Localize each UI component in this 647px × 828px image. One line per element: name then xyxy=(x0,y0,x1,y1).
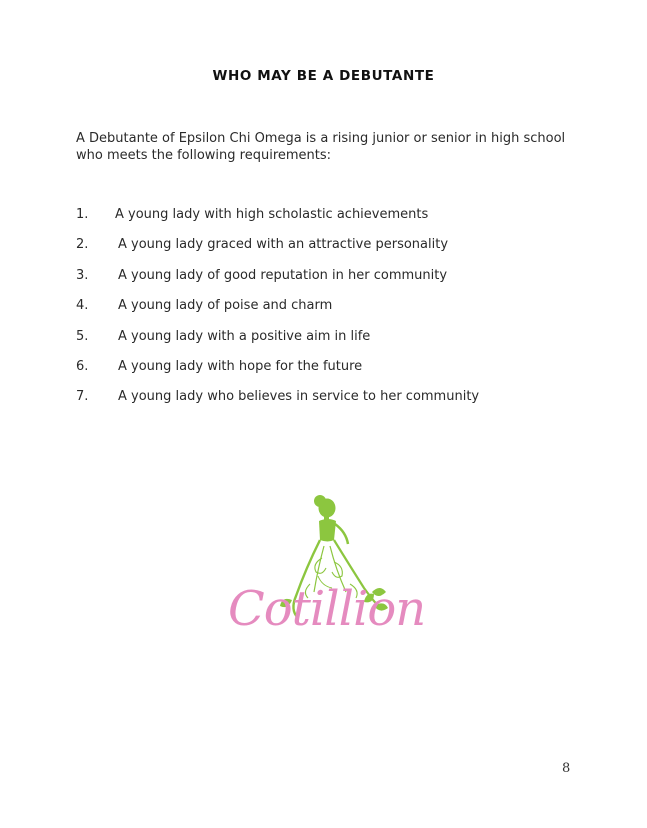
page-number: 8 xyxy=(562,761,571,776)
page-title: WHO MAY BE A DEBUTANTE xyxy=(212,68,435,84)
list-item-text: A young lady of good reputation in her community xyxy=(118,267,448,283)
list-item-text: A young lady with a positive aim in life xyxy=(118,328,371,344)
list-item-number: 5. xyxy=(76,328,89,344)
logo-wordmark: Cotillion xyxy=(228,581,426,637)
list-item-text: A young lady graced with an attractive personality xyxy=(118,237,449,253)
list-item-number: 2. xyxy=(76,237,89,253)
list-item-text: A young lady with high scholastic achievements xyxy=(115,207,429,222)
intro-paragraph: A Debutante of Epsilon Chi Omega is a rising junior or senior in high school who meets the following requirements: xyxy=(76,131,566,163)
list-item-number: 1. xyxy=(76,207,89,222)
list-item-text: A young lady of poise and charm xyxy=(118,298,333,314)
list-item-number: 7. xyxy=(76,389,89,405)
list-item-number: 3. xyxy=(76,267,89,283)
list-item-number: 4. xyxy=(76,298,89,314)
list-item-text: A young lady who believes in service to her community xyxy=(118,389,480,405)
cotillion-logo xyxy=(224,488,428,638)
list-item-number: 6. xyxy=(76,358,89,374)
list-item-text: A young lady with hope for the future xyxy=(118,358,363,374)
